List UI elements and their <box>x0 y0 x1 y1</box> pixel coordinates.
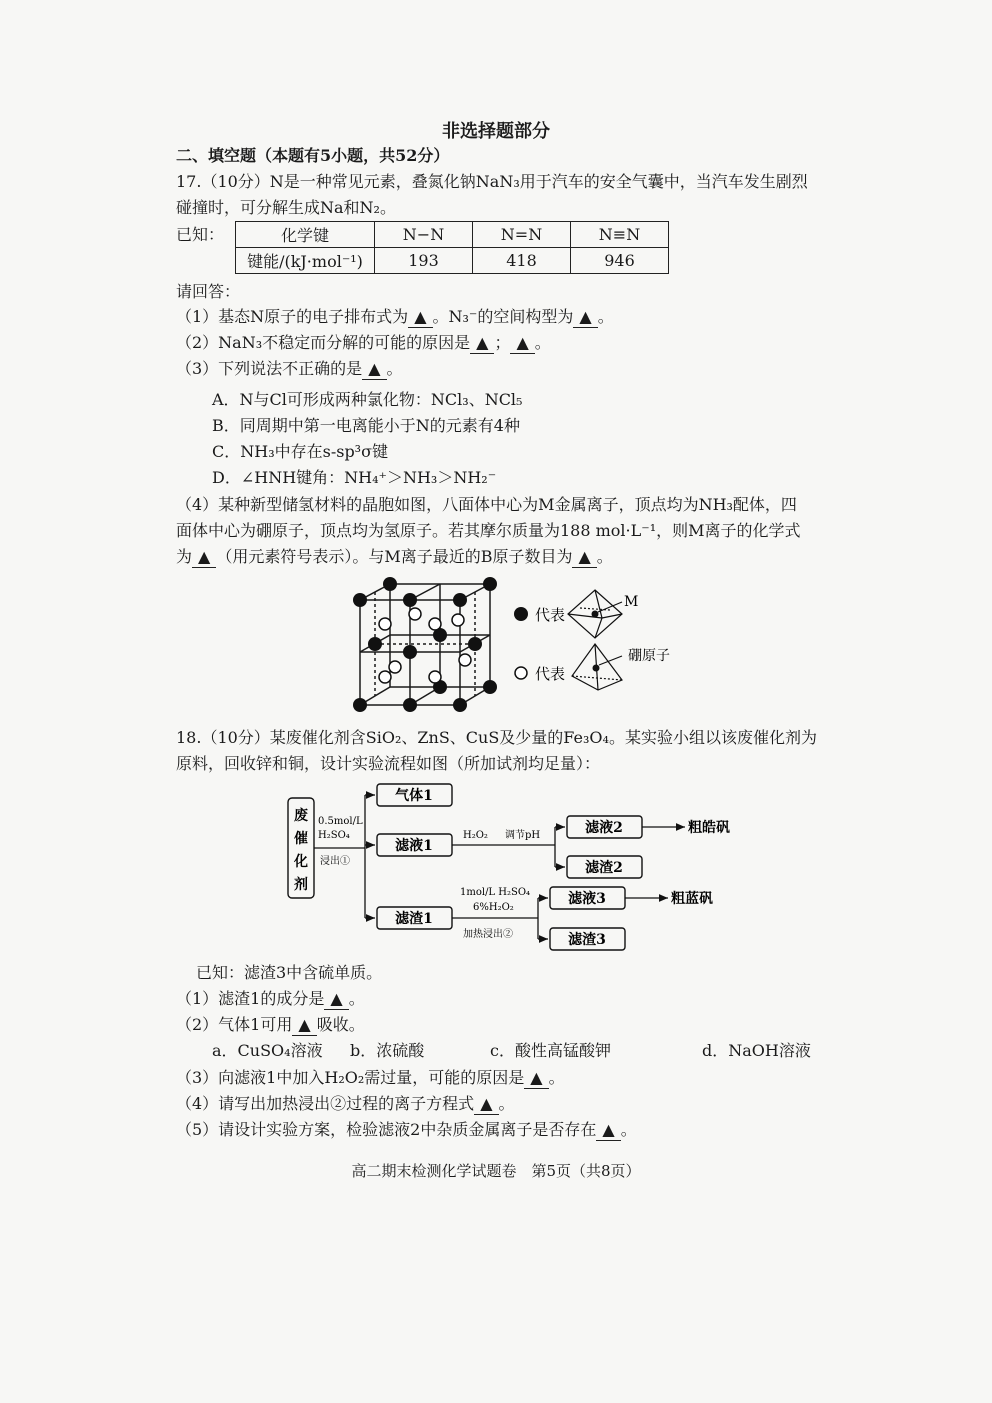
q17-part4-text-a: 为 <box>176 547 193 566</box>
filtrate2-label: 滤液2 <box>585 820 623 836</box>
bond-energy-table <box>235 221 669 274</box>
q17-option-a: A．N与Cl可形成两种氯化物：NCl₃、NCl₅ <box>212 390 523 409</box>
borohydride <box>452 614 464 626</box>
metal-ion <box>403 645 417 659</box>
filtrate3-label: 滤液3 <box>568 891 606 907</box>
metal-ion <box>453 593 467 607</box>
section2-heading: 二、填空题（本题有5小题，共52分） <box>176 146 450 165</box>
legend-white-dot <box>515 667 527 679</box>
residue1-label: 滤渣1 <box>395 911 433 927</box>
table-cell: 946 <box>571 248 669 274</box>
octahedron-center <box>592 611 599 618</box>
choice-d: d．NaOH溶液 <box>702 1041 811 1060</box>
answer-blank[interactable]: ▲ <box>362 359 386 380</box>
metal-ion <box>403 593 417 607</box>
q17-part4-line2: 面体中心为硼原子，顶点均为氢原子。若其摩尔质量为188 mol·L⁻¹，则M离子的化学式 <box>176 521 801 540</box>
borohydride-sites <box>379 608 471 683</box>
table-row <box>236 248 669 274</box>
residue3-label: 滤渣3 <box>568 932 606 948</box>
answer-blank[interactable]: ▲ <box>470 333 494 354</box>
choice-c: c．酸性高锰酸钾 <box>490 1041 611 1060</box>
q17-intro-line2: 碰撞时，可分解生成Na和N₂。 <box>176 198 396 217</box>
choice-a: a．CuSO₄溶液 <box>212 1041 323 1060</box>
section-title: 非选择题部分 <box>442 121 550 142</box>
q17-part1 <box>176 305 614 329</box>
q18-part4 <box>176 1092 515 1116</box>
answer-blank[interactable]: ▲ <box>573 307 597 328</box>
metal-ion <box>353 593 367 607</box>
q17-part2-text: （2）NaN₃不稳定而分解的可能的原因是 <box>176 333 471 352</box>
borohydride <box>459 654 471 666</box>
metal-ion <box>383 577 397 591</box>
period: 。 <box>620 1120 637 1139</box>
table-cell: N−N <box>375 222 473 248</box>
leach1-label: 浸出① <box>320 856 350 867</box>
adjust-ph-label: 调节pH <box>505 830 541 841</box>
metal-ion <box>453 698 467 712</box>
reagent1-labels <box>318 816 363 867</box>
q18-part1 <box>176 987 365 1011</box>
q18-part1-text: （1）滤渣1的成分是 <box>176 989 325 1008</box>
q18-intro-line1: 18.（10分）某废催化剂含SiO₂、ZnS、CuS及少量的Fe₃O₄。某实验小组以该废催化剂为 <box>176 728 817 747</box>
borohydride <box>389 661 401 673</box>
label-boron: 硼原子 <box>628 648 670 664</box>
table-header-row <box>236 222 669 248</box>
start-char: 化 <box>294 854 308 870</box>
q18-part2-text-b: 吸收。 <box>316 1015 365 1034</box>
q17-answer-prompt: 请回答： <box>176 282 241 301</box>
process-flowchart <box>280 780 760 955</box>
period: 。 <box>597 307 614 326</box>
table-cell: N=N <box>473 222 571 248</box>
table-cell: 化学键 <box>236 222 375 248</box>
answer-blank[interactable]: ▲ <box>510 333 534 354</box>
answer-blank[interactable]: ▲ <box>192 547 216 568</box>
metal-ion <box>403 698 417 712</box>
page-footer: 高二期末检测化学试题卷 第5页（共8页） <box>351 1162 641 1180</box>
legend-black-label: 代表 <box>535 606 566 624</box>
crystal-cell-figure <box>340 572 690 717</box>
q17-part4-line1: （4）某种新型储氢材料的晶胞如图，八面体中心为M金属离子，顶点均为NH₃配体，四 <box>176 495 797 514</box>
answer-blank[interactable]: ▲ <box>408 307 432 328</box>
table-cell: N≡N <box>571 222 669 248</box>
leach2-label: 加热浸出② <box>463 929 513 940</box>
start-char: 剂 <box>294 877 308 893</box>
period: 。 <box>386 359 403 378</box>
legend-black-dot <box>514 607 528 621</box>
product-zn: 粗皓矾 <box>688 820 730 836</box>
h2o2-label: H₂O₂ <box>463 830 488 841</box>
boron-pointer <box>599 656 622 665</box>
q17-option-c: C．NH₃中存在s-sp³σ键 <box>212 442 389 461</box>
tetrahedron-center <box>593 665 600 672</box>
answer-blank[interactable]: ▲ <box>572 547 596 568</box>
product-cu: 粗蓝矾 <box>671 891 713 907</box>
q17-part4-text-b: （用元素符号表示）。与M离子最近的B原子数目为 <box>216 547 573 566</box>
q18-choices <box>212 1039 811 1063</box>
product-labels <box>671 819 730 907</box>
metal-ion <box>468 637 482 651</box>
reagent2-acid: 1mol/L H₂SO₄ <box>460 887 531 898</box>
q18-part5-text: （5）请设计实验方案，检验滤液2中杂质金属离子是否存在 <box>176 1120 597 1139</box>
q17-part3 <box>176 357 403 381</box>
answer-blank[interactable]: ▲ <box>324 989 348 1010</box>
period: 。 <box>498 1094 515 1113</box>
answer-blank[interactable]: ▲ <box>524 1068 548 1089</box>
q18-part2 <box>176 1013 365 1037</box>
borohydride <box>429 618 441 630</box>
metal-ion <box>368 637 382 651</box>
filtrate1-label: 滤液1 <box>395 838 433 854</box>
q17-part1-text-a: （1）基态N原子的电子排布式为 <box>176 307 409 326</box>
label-m: M <box>624 594 639 610</box>
residue2-label: 滤渣2 <box>585 860 623 876</box>
choice-b: b．浓硫酸 <box>350 1041 425 1060</box>
start-label <box>293 807 308 893</box>
q17-option-b: B．同周期中第一电离能小于N的元素有4种 <box>212 416 520 435</box>
borohydride <box>379 671 391 683</box>
answer-blank[interactable]: ▲ <box>292 1015 316 1036</box>
reagent2-peroxide: 6%H₂O₂ <box>473 902 514 913</box>
q17-part4-line3 <box>176 545 613 569</box>
answer-blank[interactable]: ▲ <box>474 1094 498 1115</box>
q17-part2 <box>176 331 551 355</box>
q17-known-label: 已知： <box>176 225 225 244</box>
q18-part4-text: （4）请写出加热浸出②过程的离子方程式 <box>176 1094 475 1113</box>
period: 。 <box>596 547 613 566</box>
table-cell: 键能/(kJ·mol⁻¹) <box>236 248 375 274</box>
metal-ion <box>353 698 367 712</box>
answer-blank[interactable]: ▲ <box>596 1120 620 1141</box>
q17-part1-text-b: 。N₃⁻的空间构型为 <box>432 307 574 326</box>
borohydride <box>379 618 391 630</box>
metal-ion <box>483 680 497 694</box>
q17-intro-line1: 17.（10分）N是一种常见元素，叠氮化钠NaN₃用于汽车的安全气囊中，当汽车发生剧烈 <box>176 172 808 191</box>
reagent1-acid: H₂SO₄ <box>318 830 350 841</box>
q18-known: 已知：滤渣3中含硫单质。 <box>196 963 383 982</box>
separator: ； <box>494 333 511 352</box>
borohydride <box>409 608 421 620</box>
q18-part3 <box>176 1066 565 1090</box>
period: 。 <box>548 1068 565 1087</box>
table-cell: 193 <box>375 248 473 274</box>
metal-ion <box>483 577 497 591</box>
start-char: 催 <box>294 831 308 847</box>
table-cell: 418 <box>473 248 571 274</box>
q17-part3-text: （3）下列说法不正确的是 <box>176 359 363 378</box>
period: 。 <box>534 333 551 352</box>
q17-option-d: D．∠HNH键角：NH₄⁺＞NH₃＞NH₂⁻ <box>212 468 497 487</box>
reagent1-conc: 0.5mol/L <box>318 816 363 827</box>
start-char: 废 <box>294 808 308 824</box>
q18-part3-text: （3）向滤液1中加入H₂O₂需过量，可能的原因是 <box>176 1068 525 1087</box>
q18-intro-line2: 原料，回收锌和铜，设计实验流程如图（所加试剂均足量）： <box>176 754 601 773</box>
legend-white-label: 代表 <box>535 665 566 683</box>
q18-part5 <box>176 1118 637 1142</box>
period: 。 <box>348 989 365 1008</box>
q18-part2-text-a: （2）气体1可用 <box>176 1015 293 1034</box>
borohydride <box>429 671 441 683</box>
box-labels <box>395 787 623 948</box>
gas1-label: 气体1 <box>395 788 433 804</box>
